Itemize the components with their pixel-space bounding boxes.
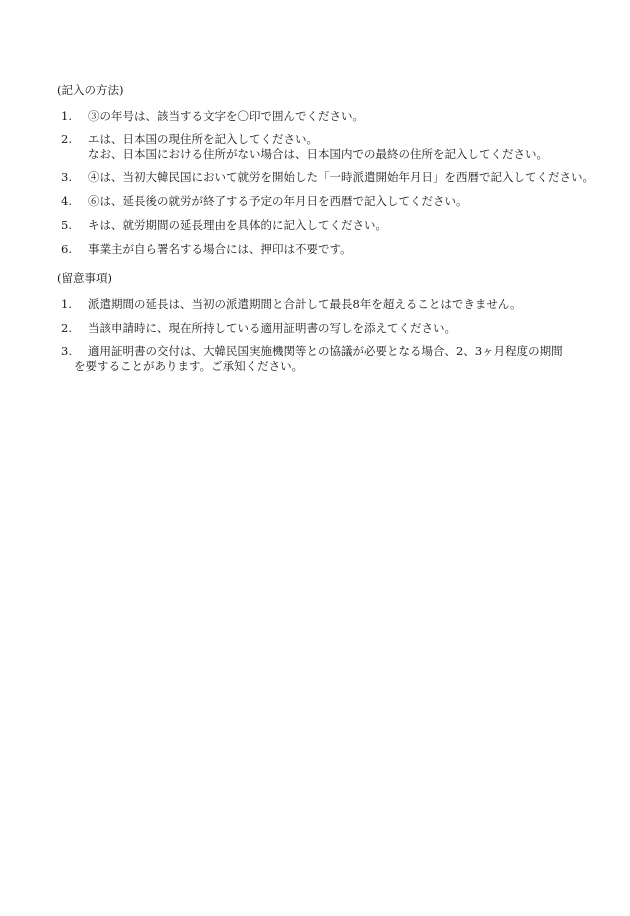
item-number: 6. xyxy=(61,242,72,256)
item-text: 適用証明書の交付は、大韓民国実施機関等との協議が必要となる場合、2、3ヶ月程度の期間 xyxy=(88,344,563,358)
item-text: ④は、当初大韓民国において就労を開始した「一時派遣開始年月日」を西暦で記入してください。 xyxy=(88,170,594,184)
item-number: 1. xyxy=(61,109,72,123)
item-text-continued: なお、日本国における住所がない場合は、日本国内での最終の住所を記入してください。 xyxy=(88,147,548,161)
item-number: 3. xyxy=(61,170,72,184)
item-number: 1. xyxy=(61,297,72,311)
instructions-heading: (記入の方法) xyxy=(57,83,124,97)
item-text-continued: を要することがあります。ご承知ください。 xyxy=(74,359,304,373)
item-text: ⑥は、延長後の就労が終了する予定の年月日を西暦で記入してください。 xyxy=(88,194,468,208)
item-text: 当該申請時に、現在所持している適用証明書の写しを添えてください。 xyxy=(88,321,456,335)
notes-heading: (留意事項) xyxy=(57,271,112,285)
item-text: 事業主が自ら署名する場合には、押印は不要です。 xyxy=(88,242,352,256)
item-text: 派遣期間の延長は、当初の派遣期間と合計して最長8年を超えることはできません。 xyxy=(88,297,522,311)
item-number: 2. xyxy=(61,132,72,146)
item-number: 2. xyxy=(61,321,72,335)
item-text: キは、就労期間の延長理由を具体的に記入してください。 xyxy=(88,218,387,232)
item-number: 5. xyxy=(61,218,72,232)
item-number: 4. xyxy=(61,194,72,208)
item-text: ③の年号は、該当する文字を〇印で囲んでください。 xyxy=(88,109,364,123)
item-text: エは、日本国の現住所を記入してください。 xyxy=(88,132,318,146)
item-number: 3. xyxy=(61,344,72,358)
